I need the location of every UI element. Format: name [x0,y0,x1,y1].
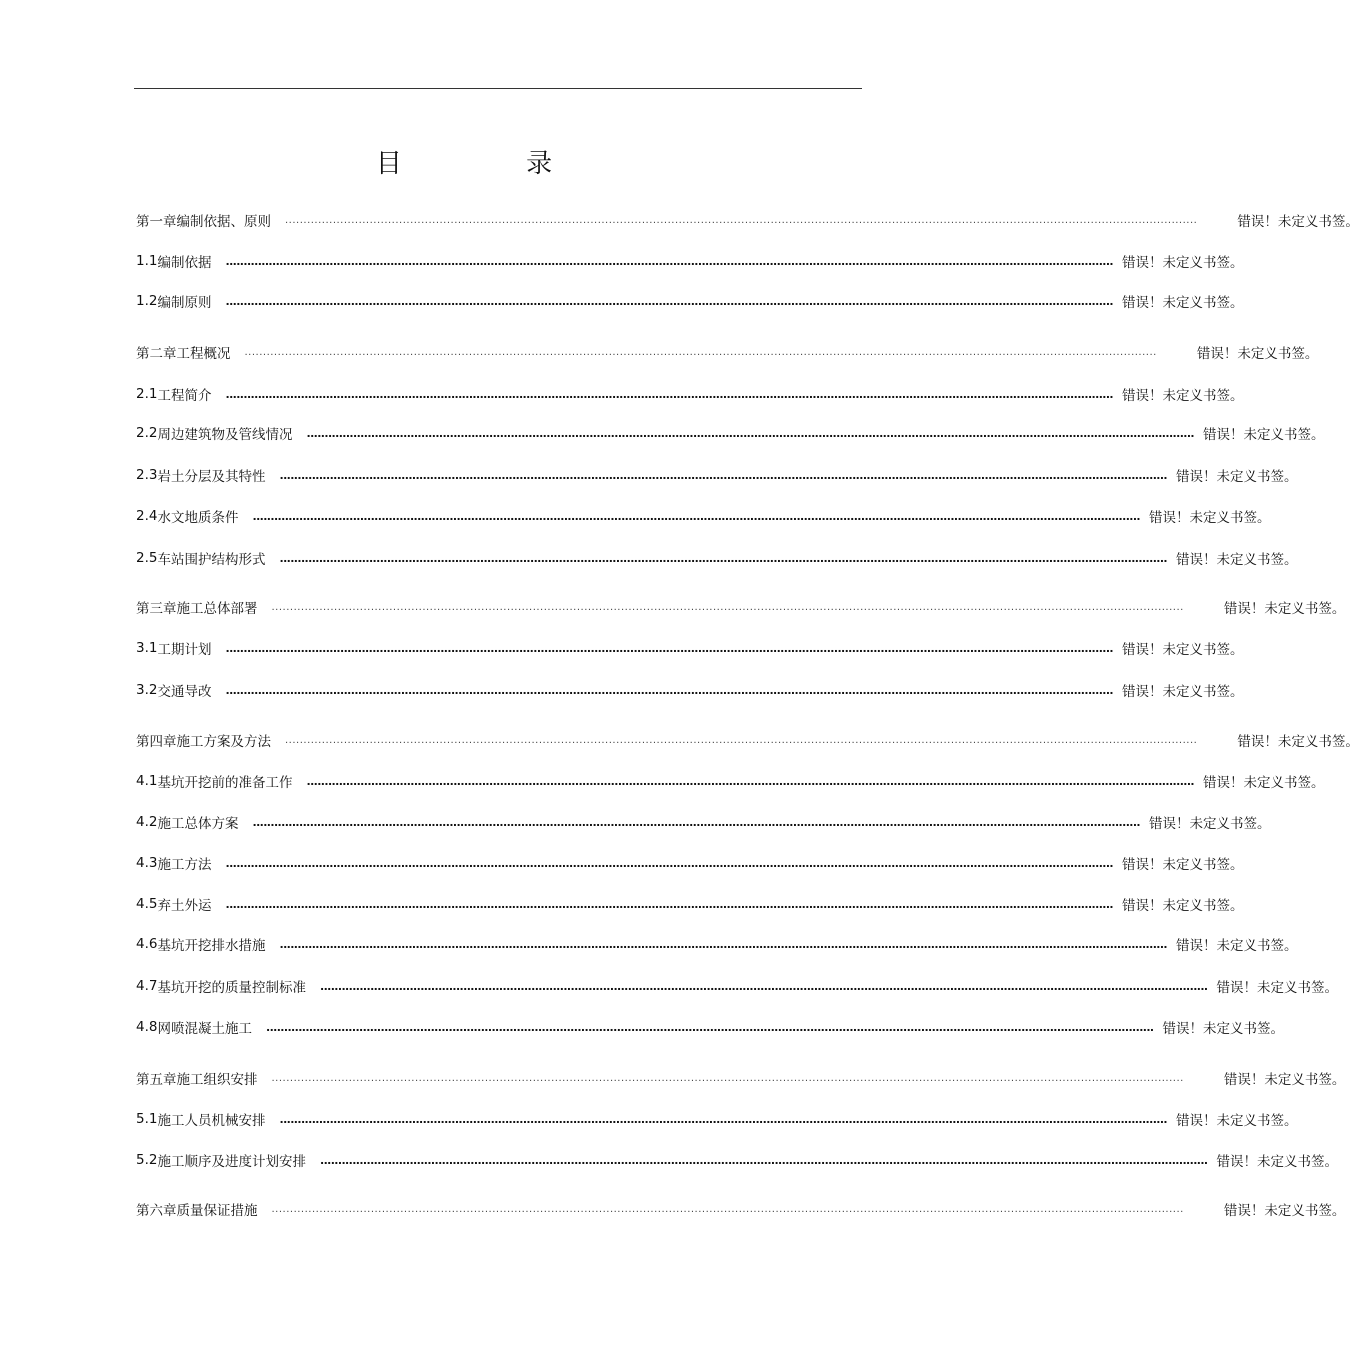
toc-dot-leader: ........................................................................................................................................................................................................................................................ [279,1112,1168,1126]
toc-entry-title: 编制依据 [157,255,212,271]
toc-chapter-entry[interactable] [136,1067,1346,1089]
toc-entry-page-ref[interactable]: 错误！未定义书签。 [1203,775,1325,791]
toc-entry-number: 2.1 [136,386,158,402]
toc-entry-title: 基坑开挖的质量控制标准 [157,980,306,996]
toc-entry-number: 4.2 [136,814,158,830]
toc-entry-title: 工程概况 [176,346,231,362]
toc-entry-page-ref[interactable]: 错误！未定义书签。 [1122,388,1244,404]
toc-section-entry[interactable] [136,975,1339,997]
toc-entry-number: 2.2 [136,425,158,441]
toc-entry-page-ref[interactable]: 错误！未定义书签。 [1162,1021,1285,1037]
toc-entry-number: 4.3 [136,855,158,871]
toc-dot-leader: ........................................................................................................................................................................................................................................................ [265,1020,1154,1034]
toc-entry-title: 网喷混凝土施工 [157,1021,252,1037]
toc-entry-page-ref[interactable]: 错误！未定义书签。 [1122,255,1244,271]
toc-dot-leader: ........................................................................................................................................................................................................................................................ [225,294,1114,308]
toc-entry-number: 第四章 [136,734,177,750]
toc-entry-number: 第二章 [136,346,177,362]
toc-entry-title: 基坑开挖前的准备工作 [157,775,293,791]
toc-entry-page-ref[interactable]: 错误！未定义书签。 [1176,938,1298,954]
toc-entry-title: 车站围护结构形式 [157,552,266,568]
toc-entry-number: 1.1 [136,253,158,269]
toc-section-entry[interactable] [136,383,1244,405]
toc-entry-title: 施工人员机械安排 [157,1113,266,1129]
toc-entry-number: 5.2 [136,1152,158,1168]
toc-entry-title: 弃土外运 [157,898,212,914]
toc-entry-number: 4.6 [136,936,158,952]
toc-entry-page-ref[interactable]: 错误！未定义书签。 [1176,1113,1298,1129]
toc-entry-title: 交通导改 [157,684,212,700]
toc-entry-number: 第六章 [136,1203,177,1219]
toc-entry-page-ref[interactable]: 错误！未定义书签。 [1223,601,1346,617]
toc-dot-leader: ........................................................................................................................................................................................................................................................ [225,641,1114,655]
toc-dot-leader: ........................................................................................................................................................................................................................................................ [252,509,1141,523]
toc-chapter-entry[interactable] [136,209,1359,231]
toc-entry-title: 施工顺序及进度计划安排 [157,1154,306,1170]
toc-entry-page-ref[interactable]: 错误！未定义书签。 [1176,552,1298,568]
toc-entry-number: 1.2 [136,293,158,309]
toc-entry-page-ref[interactable]: 错误！未定义书签。 [1223,1072,1346,1088]
toc-section-entry[interactable] [136,422,1325,444]
toc-entry-page-ref[interactable]: 错误！未定义书签。 [1149,816,1271,832]
toc-dot-leader: ........................................................................................................................................................................................................................................................ [306,774,1195,788]
toc-entry-title: 编制原则 [157,295,212,311]
toc-entry-number: 4.7 [136,978,158,994]
toc-chapter-entry[interactable] [136,596,1346,618]
toc-section-entry[interactable] [136,290,1244,312]
toc-dot-leader: ........................................................................................................................................................................................................................................................ [225,897,1114,911]
toc-entry-title: 质量保证措施 [176,1203,258,1219]
toc-section-entry[interactable] [136,1016,1285,1038]
toc-section-entry[interactable] [136,637,1244,659]
toc-dot-leader: ........................................................................................................................................................................................................................................................ [252,815,1141,829]
toc-section-entry[interactable] [136,893,1244,915]
toc-dot-leader: ........................................................................................................................................................................................................................................................ [225,683,1114,697]
toc-entry-title: 周边建筑物及管线情况 [157,427,293,443]
toc-entry-title: 水文地质条件 [157,510,239,526]
toc-entry-title: 施工总体部署 [176,601,258,617]
toc-entry-page-ref[interactable]: 错误！未定义书签。 [1122,898,1244,914]
toc-section-entry[interactable] [136,1149,1339,1171]
toc-entry-number: 2.3 [136,467,158,483]
toc-entry-number: 4.1 [136,773,158,789]
toc-dot-leader: ........................................................................................................................................................................................................................................................ [225,387,1114,401]
toc-dot-leader: ........................................................................................................................................................................................................................................................ [279,551,1168,565]
toc-entry-title: 施工方法 [157,857,212,873]
toc-dot-leader: ........................................................................................................................................................................................................................................................ [319,1153,1208,1167]
toc-title: 目 录 [375,149,611,179]
toc-entry-page-ref[interactable]: 错误！未定义书签。 [1203,427,1325,443]
toc-entry-title: 施工组织安排 [176,1072,258,1088]
toc-entry-number: 4.5 [136,896,158,912]
toc-section-entry[interactable] [136,1108,1298,1130]
toc-entry-number: 5.1 [136,1111,158,1127]
toc-entry-title: 编制依据、原则 [176,214,271,230]
toc-section-entry[interactable] [136,250,1244,272]
toc-dot-leader: ........................................................................................................................................................................................................................................................ [285,214,1198,226]
toc-entry-title: 施工总体方案 [157,816,239,832]
toc-entry-number: 3.2 [136,682,158,698]
toc-dot-leader: ........................................................................................................................................................................................................................................................ [225,856,1114,870]
toc-section-entry[interactable] [136,852,1244,874]
toc-dot-leader: ........................................................................................................................................................................................................................................................ [225,254,1114,268]
toc-entry-number: 2.5 [136,550,158,566]
toc-entry-title: 基坑开挖排水措施 [157,938,266,954]
toc-section-entry[interactable] [136,505,1271,527]
toc-entry-title: 施工方案及方法 [176,734,271,750]
toc-chapter-entry[interactable] [136,1198,1346,1220]
toc-section-entry[interactable] [136,679,1244,701]
toc-dot-leader: ........................................................................................................................................................................................................................................................ [319,979,1208,993]
toc-entry-page-ref[interactable]: 错误！未定义书签。 [1122,684,1244,700]
toc-entry-page-ref[interactable]: 错误！未定义书签。 [1237,214,1359,230]
toc-section-entry[interactable] [136,464,1298,486]
toc-entry-number: 第一章 [136,214,177,230]
toc-entry-page-ref[interactable]: 错误！未定义书签。 [1216,1154,1339,1170]
toc-entry-page-ref[interactable]: 错误！未定义书签。 [1196,346,1319,362]
toc-entry-page-ref[interactable]: 错误！未定义书签。 [1122,857,1244,873]
toc-entry-page-ref[interactable]: 错误！未定义书签。 [1122,295,1244,311]
toc-dot-leader: ........................................................................................................................................................................................................................................................ [279,937,1168,951]
toc-entry-page-ref[interactable]: 错误！未定义书签。 [1216,980,1339,996]
toc-dot-leader: ........................................................................................................................................................................................................................................................ [271,1072,1184,1084]
toc-section-entry[interactable] [136,770,1325,792]
toc-entry-page-ref[interactable]: 错误！未定义书签。 [1122,642,1244,658]
toc-dot-leader: ........................................................................................................................................................................................................................................................ [271,601,1184,613]
toc-dot-leader: ........................................................................................................................................................................................................................................................ [271,1203,1184,1215]
toc-section-entry[interactable] [136,933,1298,955]
toc-entry-page-ref[interactable]: 错误！未定义书签。 [1149,510,1271,526]
toc-entry-number: 2.4 [136,508,158,524]
toc-dot-leader: ........................................................................................................................................................................................................................................................ [244,346,1157,358]
toc-entry-title: 岩土分层及其特性 [157,469,266,485]
toc-entry-number: 第三章 [136,601,177,617]
toc-entry-page-ref[interactable]: 错误！未定义书签。 [1223,1203,1346,1219]
toc-section-entry[interactable] [136,547,1298,569]
toc-entry-number: 4.8 [136,1019,158,1035]
toc-dot-leader: ........................................................................................................................................................................................................................................................ [306,426,1195,440]
toc-entry-page-ref[interactable]: 错误！未定义书签。 [1176,469,1298,485]
toc-chapter-entry[interactable] [136,729,1359,751]
toc-dot-leader: ........................................................................................................................................................................................................................................................ [279,468,1168,482]
toc-dot-leader: ........................................................................................................................................................................................................................................................ [285,734,1198,746]
toc-chapter-entry[interactable] [136,341,1319,363]
toc-entry-title: 工程简介 [157,388,212,404]
toc-section-entry[interactable] [136,811,1271,833]
toc-entry-number: 3.1 [136,640,158,656]
toc-entry-number: 第五章 [136,1072,177,1088]
toc-entry-page-ref[interactable]: 错误！未定义书签。 [1237,734,1359,750]
toc-entry-title: 工期计划 [157,642,212,658]
